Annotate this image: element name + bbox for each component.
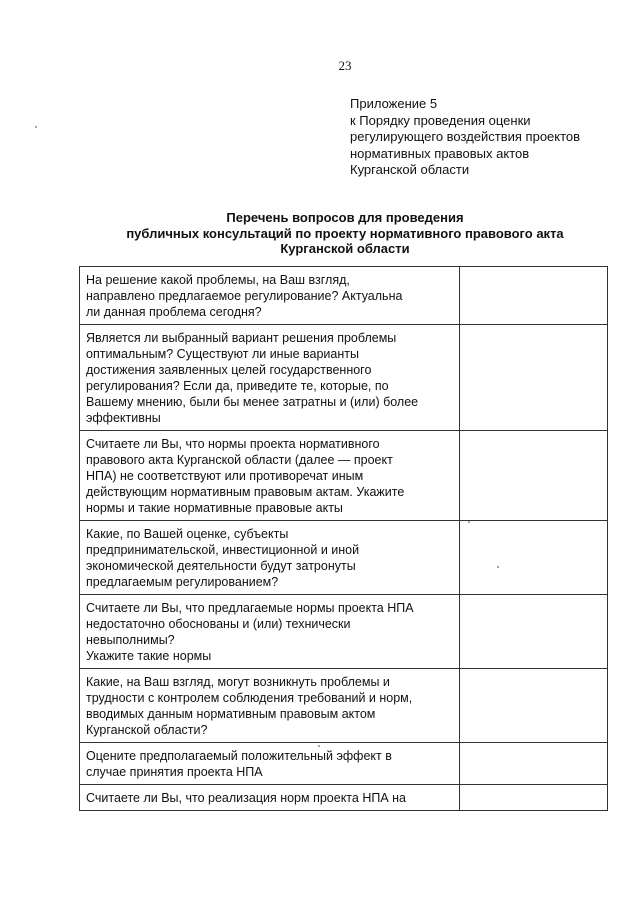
appendix-line: нормативных правовых актов (350, 145, 530, 161)
appendix-line: Приложение 5 (350, 96, 438, 111)
appendix-line: регулирующего воздействия проектов (350, 129, 581, 144)
scan-speck (318, 745, 320, 747)
question-cell (80, 595, 460, 669)
question-text-line: трудности с контролем соблюдения требований и норм, (86, 691, 413, 705)
title-line: публичных консультаций по проекту нормативного правового акта (126, 225, 564, 241)
appendix-reference (350, 96, 620, 179)
question-text-line: Оцените предполагаемый положительный эффект в (86, 749, 392, 763)
question-cell (80, 431, 460, 521)
question-text-line: Является ли выбранный вариант решения проблемы (86, 331, 397, 345)
question-text-line: НПА) не соответствуют или противоречат иным (86, 469, 364, 483)
answer-cell[interactable] (460, 595, 608, 669)
table-row (80, 431, 608, 521)
question-text-line: случае принятия проекта НПА (86, 765, 263, 779)
question-text-line: невыполнимы? (86, 633, 175, 647)
answer-cell[interactable] (460, 669, 608, 743)
question-text-line: экономической деятельности будут затронуты (86, 559, 356, 573)
answer-cell[interactable] (460, 325, 608, 431)
table-row (80, 267, 608, 325)
question-cell (80, 267, 460, 325)
question-text-line: Укажите такие нормы (86, 649, 212, 663)
question-text-line: оптимальным? Существуют ли иные варианты (86, 347, 359, 361)
table-row (80, 325, 608, 431)
question-text-line: Считаете ли Вы, что предлагаемые нормы проекта НПА (86, 601, 414, 615)
scan-speck (35, 126, 37, 128)
table-row (80, 785, 608, 811)
questions-table (79, 266, 608, 811)
question-text-line: недостаточно обоснованы и (или) технически (86, 617, 351, 631)
question-cell (80, 521, 460, 595)
page-number: 23 (338, 58, 352, 73)
title-line: Перечень вопросов для проведения (226, 210, 464, 225)
appendix-line: Курганской области (350, 162, 470, 177)
question-text-line: направлено предлагаемое регулирование? Актуальна (86, 289, 403, 303)
table-row (80, 743, 608, 785)
answer-cell[interactable] (460, 743, 608, 785)
question-text-line: ли данная проблема сегодня? (86, 305, 262, 319)
question-text-line: эффективны (86, 411, 161, 425)
question-text-line: предлагаемым регулированием? (86, 575, 279, 589)
question-text-line: предпринимательской, инвестиционной и иной (86, 543, 360, 557)
question-text-line: Какие, по Вашей оценке, субъекты (86, 527, 289, 541)
appendix-line: к Порядку проведения оценки (350, 112, 531, 128)
question-text-line: На решение какой проблемы, на Ваш взгляд, (86, 273, 350, 287)
scan-speck (468, 521, 470, 523)
answer-cell[interactable] (460, 521, 608, 595)
question-cell (80, 669, 460, 743)
table-row (80, 521, 608, 595)
question-text-line: Вашему мнению, были бы менее затратны и (или) более (86, 395, 419, 409)
question-cell (80, 325, 460, 431)
question-text-line: Какие, на Ваш взгляд, могут возникнуть проблемы и (86, 675, 390, 689)
answer-cell[interactable] (460, 267, 608, 325)
answer-cell[interactable] (460, 785, 608, 811)
document-title (80, 210, 610, 257)
question-cell (80, 743, 460, 785)
question-text-line: достижения заявленных целей государственного (86, 363, 372, 377)
question-text-line: вводимых данным нормативным правовым актом (86, 707, 376, 721)
scan-speck (497, 566, 499, 568)
title-line: Курганской области (280, 241, 410, 256)
question-text-line: Считаете ли Вы, что нормы проекта нормативного (86, 437, 380, 451)
question-text-line: Курганской области? (86, 723, 208, 737)
question-text-line: действующим нормативным правовым актам. Укажите (86, 485, 405, 499)
question-text-line: Считаете ли Вы, что реализация норм проекта НПА на (86, 791, 406, 805)
table-row (80, 669, 608, 743)
answer-cell[interactable] (460, 431, 608, 521)
question-text-line: правового акта Курганской области (далее — проект (86, 453, 393, 467)
question-text-line: регулирования? Если да, приведите те, которые, по (86, 379, 389, 393)
question-cell (80, 785, 460, 811)
question-text-line: нормы и такие нормативные правовые акты (86, 501, 343, 515)
table-row (80, 595, 608, 669)
